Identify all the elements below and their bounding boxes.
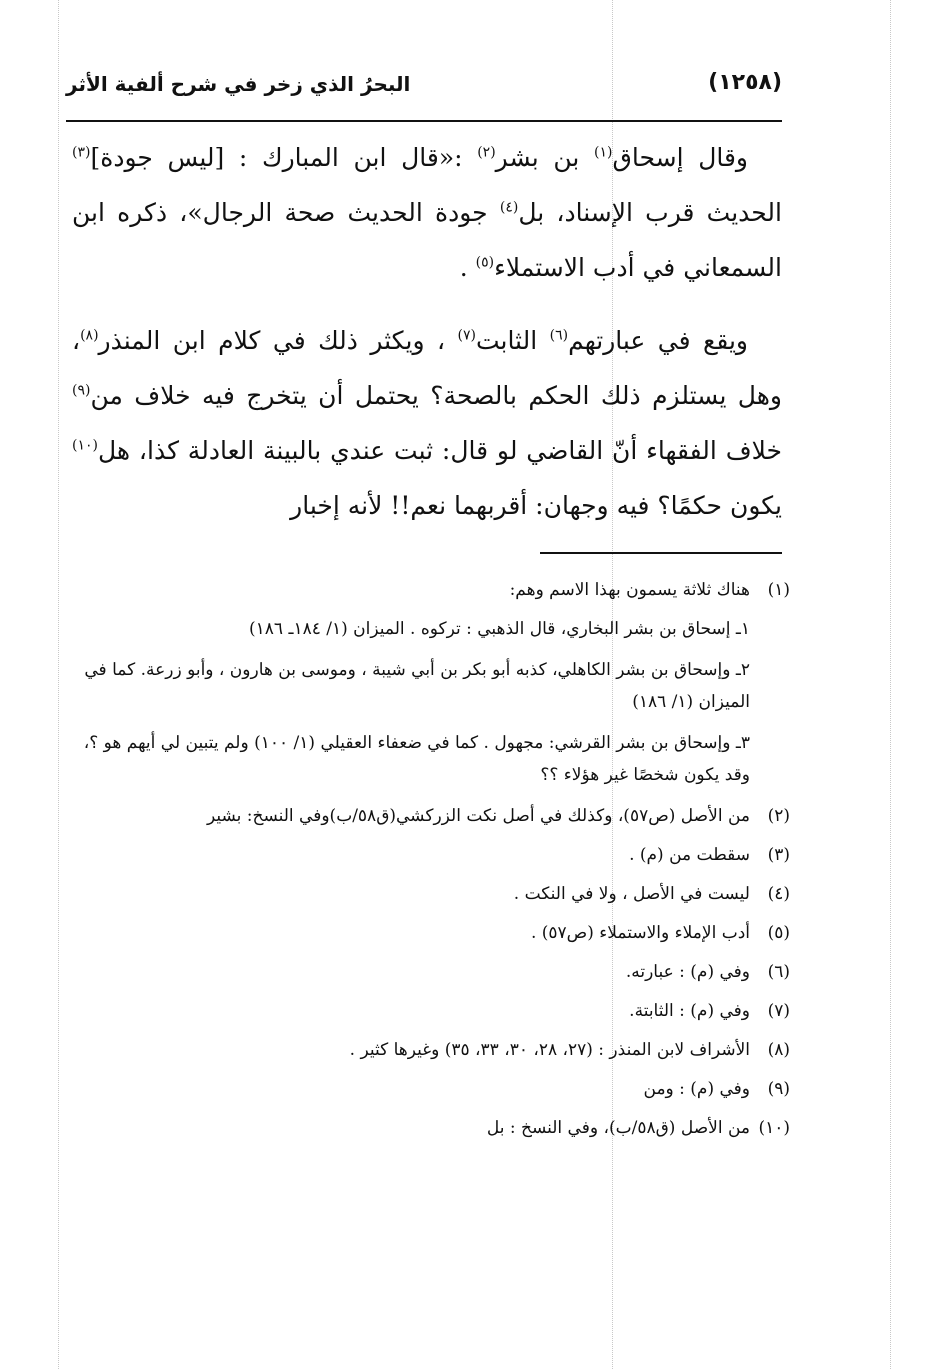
footnote bbox=[80, 1073, 790, 1105]
header-rule bbox=[66, 120, 782, 122]
book-title: البحرُ الذي زخر في شرح ألفية الأثر bbox=[66, 72, 411, 96]
footnote-number: (٢) bbox=[767, 806, 790, 826]
footnote-number: (٩) bbox=[767, 1079, 790, 1099]
footnote-text: ليست في الأصل ، ولا في النكت . bbox=[513, 884, 750, 904]
footnote-separator bbox=[540, 552, 782, 554]
footnote-text: سقطت من (م) . bbox=[629, 845, 750, 865]
footnote-ref[interactable]: (١٠) bbox=[72, 437, 98, 454]
footnote-ref[interactable]: (٨) bbox=[80, 327, 99, 344]
footnote bbox=[80, 574, 790, 606]
footnotes bbox=[80, 574, 790, 1151]
footnote bbox=[80, 800, 790, 832]
footnote-number: (٧) bbox=[767, 1001, 790, 1021]
footnote-number: (٤) bbox=[767, 884, 790, 904]
paragraph: ويقع في عبارتهم$^{(٦)}$ الثابت$^{(٧)}$ ، ويكثر ذلك في كلام ابن المنذر$^{(٨)}$، وهل يستلزم ذلك الحكم بالصحة؟ يحتمل أن يتخرج فيه خلاف من$^{(٩)}$ خلاف الفقهاء أنّ القاضي لو قال: ثبت عندي بالبينة العادلة كذا، هل$^{(١٠)}$ يكون حكمًا؟ فيه وجهان: أقربهما نعم!! لأنه إخبار bbox=[72, 326, 782, 520]
main-text bbox=[72, 130, 782, 533]
footnote bbox=[80, 878, 790, 910]
footnote-ref[interactable]: (٣) bbox=[72, 144, 91, 161]
footnote-ref[interactable]: (٩) bbox=[72, 382, 91, 399]
page-header bbox=[66, 66, 782, 114]
scan-guide-line bbox=[890, 0, 891, 1369]
footnote-text: من الأصل (ق٥٨/ب)، وفي النسخ : بل bbox=[486, 1118, 750, 1138]
footnote-ref[interactable]: (٦) bbox=[549, 327, 569, 344]
footnote-text: هناك ثلاثة يسمون بهذا الاسم وهم: bbox=[509, 580, 750, 600]
footnote-text: وفي (م) : ومن bbox=[643, 1079, 750, 1099]
footnote-number: (٥) bbox=[767, 923, 790, 943]
footnote-ref[interactable]: (٤) bbox=[499, 199, 519, 216]
scan-guide-line bbox=[58, 0, 59, 1369]
footnote-number: (٨) bbox=[767, 1040, 790, 1060]
footnote-number: (٣) bbox=[767, 845, 790, 865]
paragraph: وقال إسحاق$^{(١)}$ بن بشر$^{(٢)}$ :«قال ابن المبارك : [ليس جودة]$^{(٣)}$ الحديث قرب الإسناد، بل$^{(٤)}$ جودة الحديث صحة الرجال»، ذكره ابن السمعاني في أدب الاستملاء$^{(٥)}$ . bbox=[72, 143, 782, 282]
footnote-text: وفي (م) : عبارته. bbox=[625, 962, 750, 982]
footnote-number: (٦) bbox=[767, 962, 790, 982]
footnote-ref[interactable]: (٥) bbox=[475, 254, 495, 271]
footnote-ref[interactable]: (١) bbox=[594, 144, 613, 161]
footnote-subitem: ٢ـ وإسحاق بن بشر الكاهلي، كذبه أبو بكر بن أبي شيبة ، وموسى بن هارون ، وأبو زرعة. كما في الميزان (١/ ١٨٦) bbox=[84, 660, 750, 712]
footnote-number: (١٠) bbox=[758, 1118, 790, 1138]
footnote-subitem: ١ـ إسحاق بن بشر البخاري، قال الذهبي : تركوه . الميزان (١/ ١٨٤ـ ١٨٦) bbox=[249, 619, 750, 639]
footnote-number: (١) bbox=[767, 580, 790, 600]
footnote bbox=[80, 917, 790, 949]
footnote-text: أدب الإملاء والاستملاء (ص٥٧) . bbox=[530, 923, 750, 943]
footnote bbox=[80, 956, 790, 988]
footnote bbox=[80, 1034, 790, 1066]
footnote-subitem: ٣ـ وإسحاق بن بشر القرشي: مجهول . كما في ضعفاء العقيلي (١/ ١٠٠) ولم يتبين لي أيهم هو ؟، وقد يكون شخصًا غير هؤلاء ؟؟ bbox=[83, 733, 750, 785]
footnote-text: من الأصل (ص٥٧)، وكذلك في أصل نكت الزركشي(ق٥٨/ب)وفي النسخ: بشير bbox=[206, 806, 750, 826]
footnote-text: الأشراف لابن المنذر : (٢٧، ٢٨، ٣٠، ٣٣، ٣٥) وغيرها كثير . bbox=[349, 1040, 750, 1060]
footnote bbox=[80, 839, 790, 871]
footnote-ref[interactable]: (٢) bbox=[477, 144, 496, 161]
footnote-text: وفي (م) : الثابتة. bbox=[629, 1001, 750, 1021]
footnote bbox=[80, 995, 790, 1027]
footnote bbox=[80, 1112, 790, 1144]
page-number: (١٢٥٨) bbox=[708, 70, 782, 95]
footnote-ref[interactable]: (٧) bbox=[457, 327, 476, 344]
